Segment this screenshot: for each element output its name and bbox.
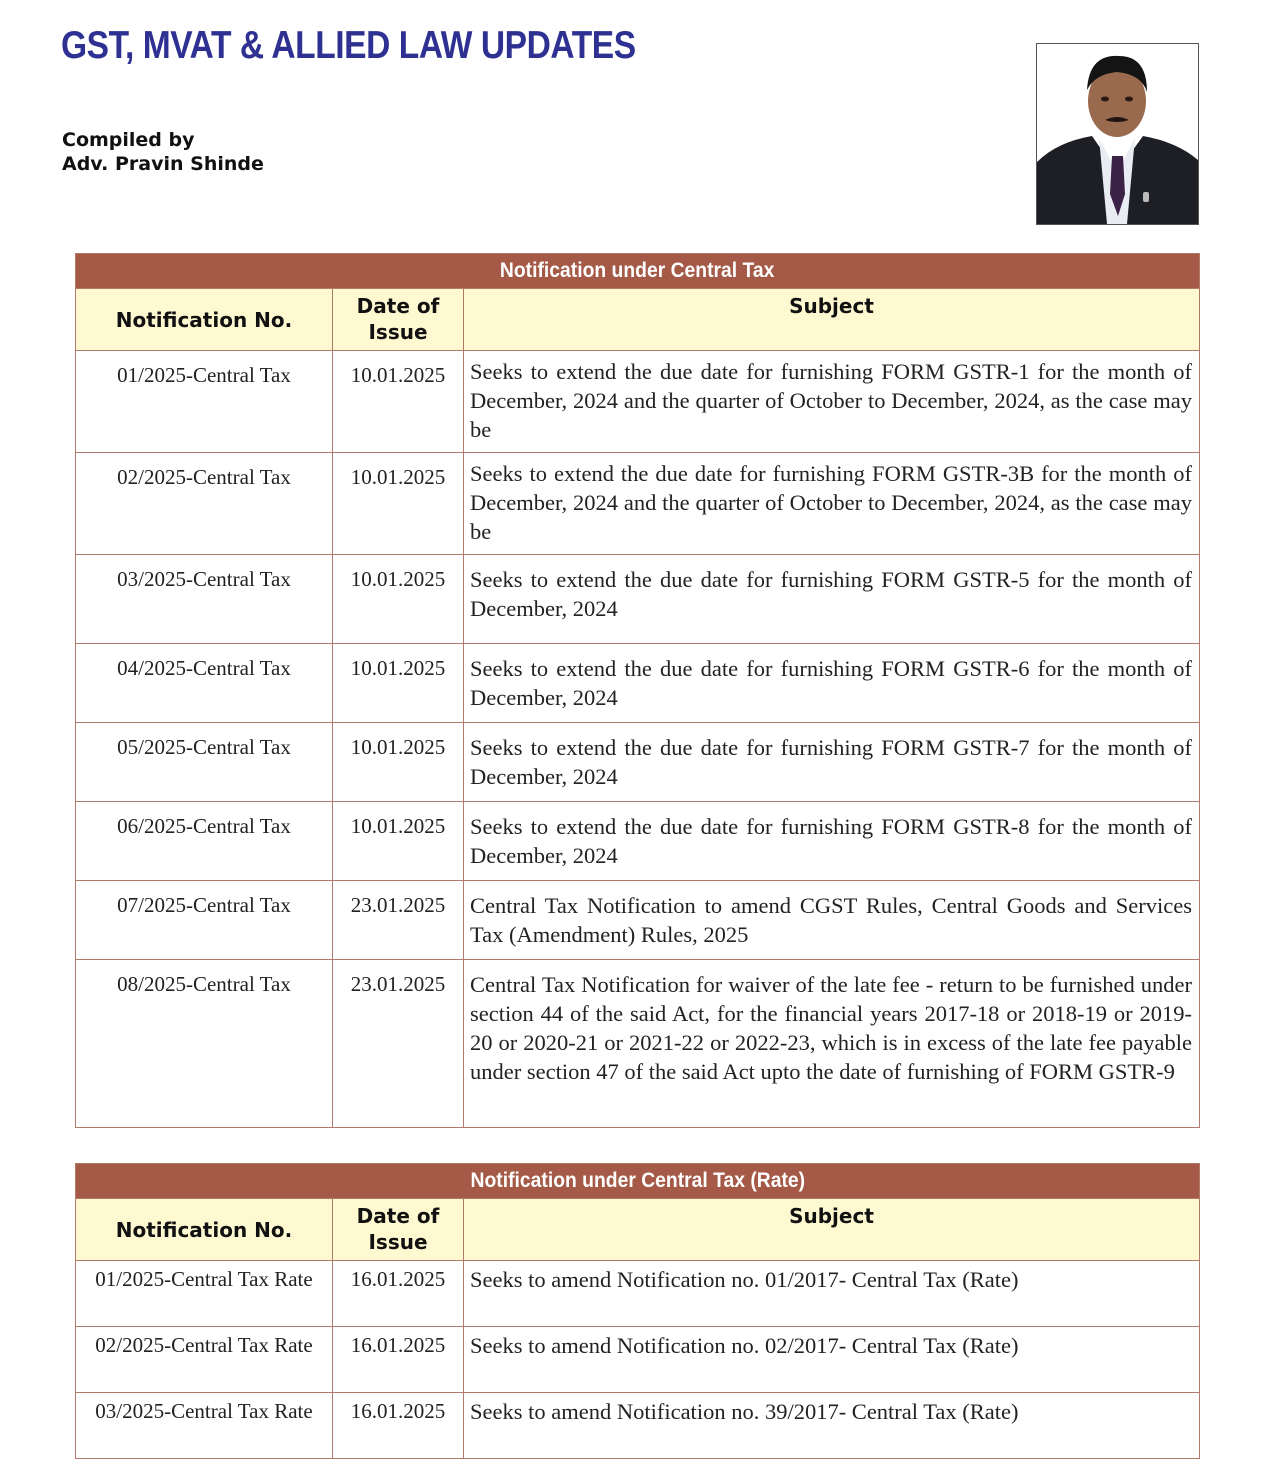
- subject: Seeks to amend Notification no. 39/2017- Central Tax (Rate): [464, 1393, 1200, 1459]
- column-header-date: Date of Issue: [333, 289, 464, 351]
- notification-no: 02/2025-Central Tax: [76, 453, 333, 555]
- issue-date: 16.01.2025: [333, 1261, 464, 1327]
- page-title: GST, MVAT & ALLIED LAW UPDATES: [61, 24, 636, 67]
- issue-date: 10.01.2025: [333, 723, 464, 802]
- subject: Seeks to extend the due date for furnishing FORM GSTR-6 for the month of December, 2024: [464, 644, 1200, 723]
- table-row: [76, 723, 1200, 802]
- issue-date: 10.01.2025: [333, 644, 464, 723]
- central-tax-table: [75, 253, 1200, 1128]
- subject: Central Tax Notification to amend CGST Rules, Central Goods and Services Tax (Amendment) Rules, 2025: [464, 881, 1200, 960]
- table-title: Notification under Central Tax: [76, 254, 1200, 289]
- issue-date: 10.01.2025: [333, 351, 464, 453]
- notification-no: 02/2025-Central Tax Rate: [76, 1327, 333, 1393]
- table-row: [76, 881, 1200, 960]
- central-tax-rate-table: [75, 1163, 1200, 1459]
- notification-no: 03/2025-Central Tax Rate: [76, 1393, 333, 1459]
- subject: Seeks to amend Notification no. 02/2017- Central Tax (Rate): [464, 1327, 1200, 1393]
- table-row: [76, 802, 1200, 881]
- table-row: [76, 1261, 1200, 1327]
- table-row: [76, 351, 1200, 453]
- subject: Seeks to amend Notification no. 01/2017- Central Tax (Rate): [464, 1261, 1200, 1327]
- issue-date: 16.01.2025: [333, 1327, 464, 1393]
- issue-date: 23.01.2025: [333, 881, 464, 960]
- column-header-date: Date of Issue: [333, 1199, 464, 1261]
- table-row: [76, 555, 1200, 644]
- issue-date: 16.01.2025: [333, 1393, 464, 1459]
- issue-date: 10.01.2025: [333, 555, 464, 644]
- subject: Seeks to extend the due date for furnishing FORM GSTR-7 for the month of December, 2024: [464, 723, 1200, 802]
- table-row: [76, 1327, 1200, 1393]
- table-title: Notification under Central Tax (Rate): [76, 1164, 1200, 1199]
- table-row: [76, 644, 1200, 723]
- subject: Central Tax Notification for waiver of the late fee - return to be furnished under section 44 of the said Act, for the financial years 2017-18 or 2018-19 or 2019-20 or 2020-21 or 2021-22 or 2022-23, which is in excess of the late fee payable under section 47 of the said Act upto the date of furnishing of FORM GSTR-9: [464, 960, 1200, 1128]
- notification-no: 01/2025-Central Tax Rate: [76, 1261, 333, 1327]
- subject: Seeks to extend the due date for furnishing FORM GSTR-3B for the month of December, 2024 and the quarter of October to December, 2024, as the case may be: [464, 453, 1200, 555]
- notification-no: 01/2025-Central Tax: [76, 351, 333, 453]
- column-header-notification-no: Notification No.: [76, 1199, 333, 1261]
- notification-no: 04/2025-Central Tax: [76, 644, 333, 723]
- issue-date: 10.01.2025: [333, 453, 464, 555]
- subject: Seeks to extend the due date for furnishing FORM GSTR-8 for the month of December, 2024: [464, 802, 1200, 881]
- author-name: Adv. Pravin Shinde: [62, 153, 264, 175]
- notification-no: 06/2025-Central Tax: [76, 802, 333, 881]
- subject: Seeks to extend the due date for furnishing FORM GSTR-1 for the month of December, 2024 and the quarter of October to December, 2024, as the case may be: [464, 351, 1200, 453]
- notification-no: 07/2025-Central Tax: [76, 881, 333, 960]
- issue-date: 23.01.2025: [333, 960, 464, 1128]
- table-row: [76, 453, 1200, 555]
- column-header-subject: Subject: [464, 1199, 1200, 1261]
- notification-no: 08/2025-Central Tax: [76, 960, 333, 1128]
- column-header-subject: Subject: [464, 289, 1200, 351]
- portrait-image: [1037, 44, 1198, 224]
- notification-no: 03/2025-Central Tax: [76, 555, 333, 644]
- author-photo: [1036, 43, 1199, 225]
- subject: Seeks to extend the due date for furnishing FORM GSTR-5 for the month of December, 2024: [464, 555, 1200, 644]
- table-row: [76, 960, 1200, 1128]
- column-header-notification-no: Notification No.: [76, 289, 333, 351]
- byline: [62, 128, 264, 176]
- table-row: [76, 1393, 1200, 1459]
- compiled-by-label: Compiled by: [62, 129, 195, 151]
- issue-date: 10.01.2025: [333, 802, 464, 881]
- notification-no: 05/2025-Central Tax: [76, 723, 333, 802]
